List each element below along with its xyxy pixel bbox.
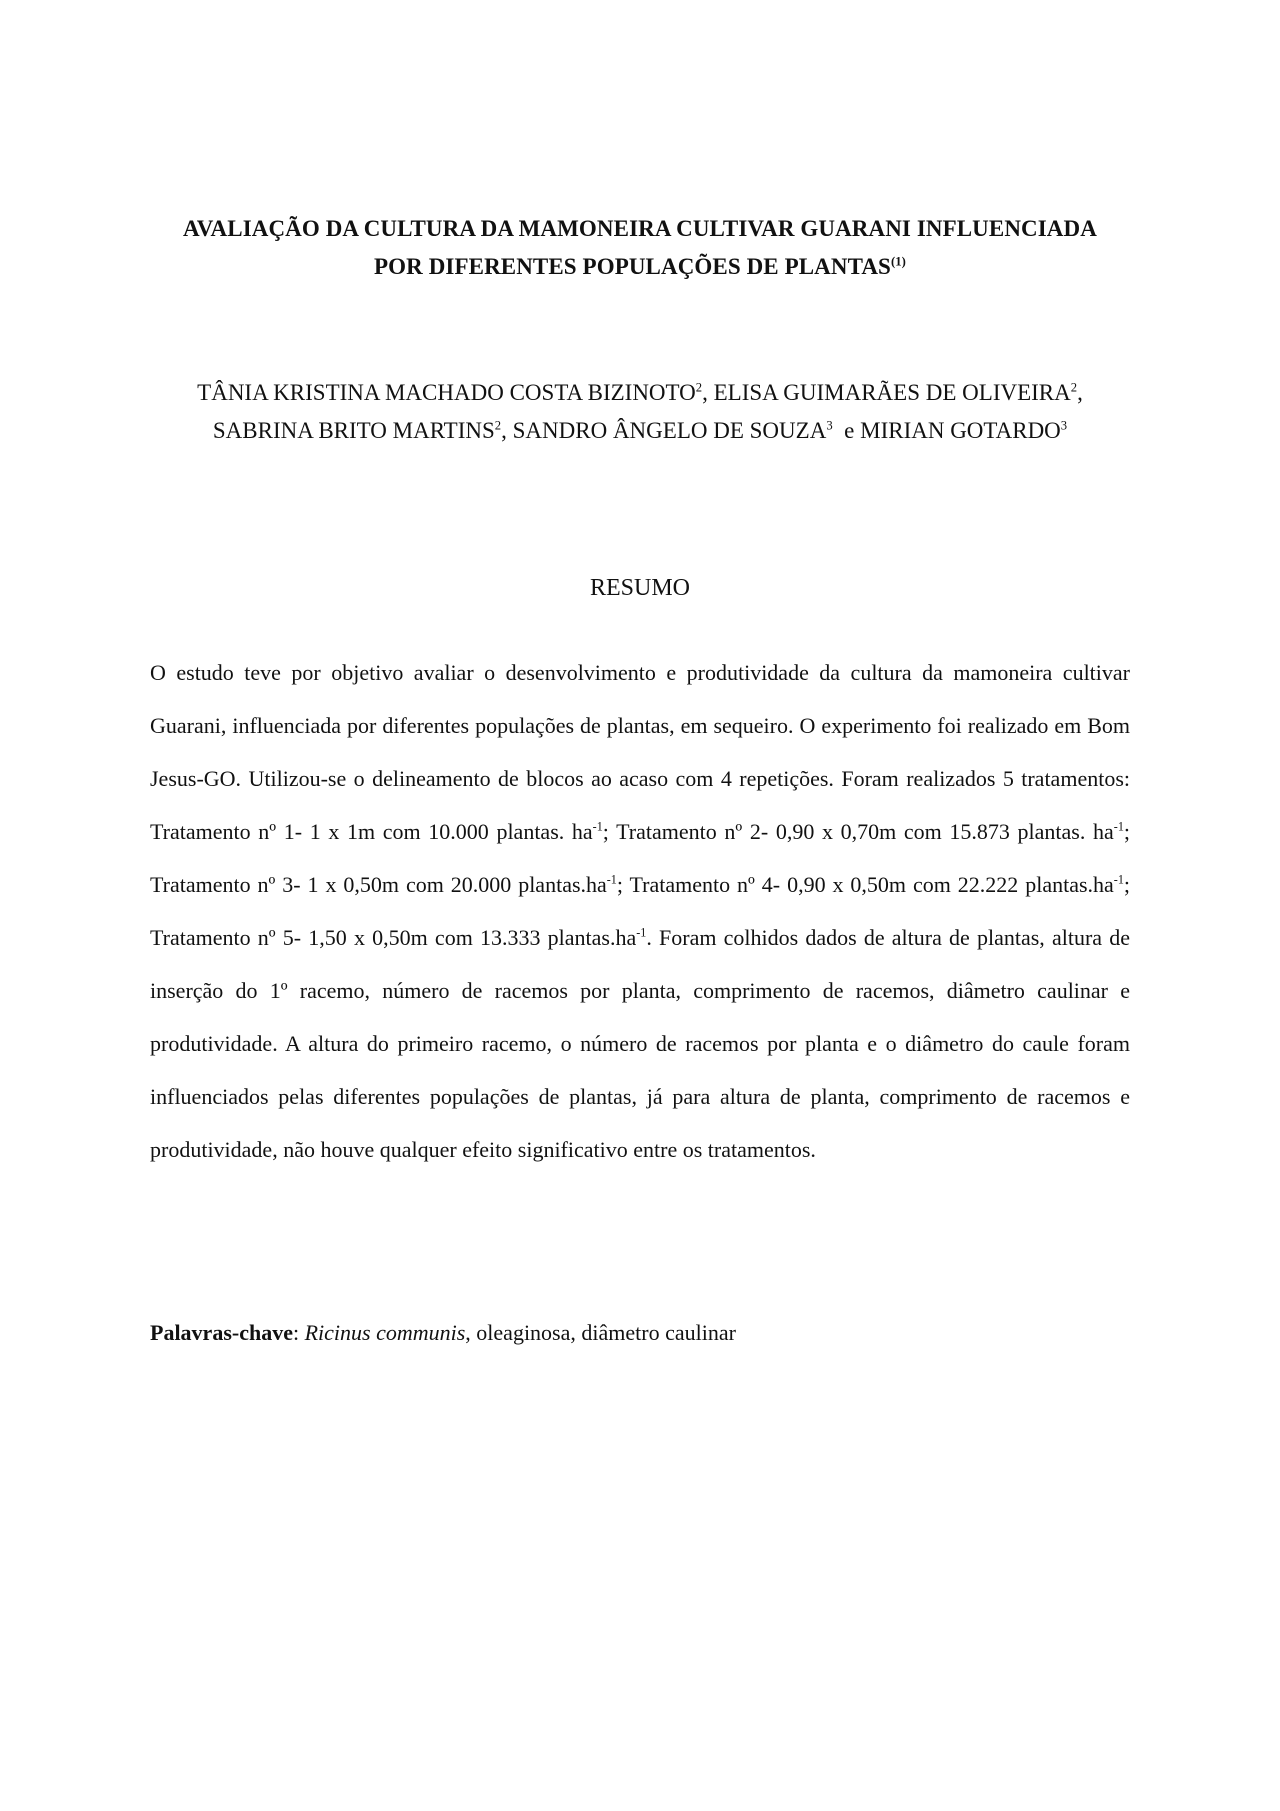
unit-exponent: -1 — [636, 925, 647, 940]
author-separator: , — [1077, 380, 1083, 405]
author-name: e MIRIAN GOTARDO — [832, 418, 1061, 443]
title-line-2: POR DIFERENTES POPULAÇÕES DE PLANTAS — [374, 254, 891, 279]
section-heading-resumo: RESUMO — [589, 575, 691, 601]
author-affiliation-mark: 3 — [826, 418, 833, 433]
abstract-text: ; Tratamento nº 2- 0,90 x 0,70m com 15.873 plantas. ha — [602, 819, 1114, 844]
unit-exponent: -1 — [1113, 872, 1124, 887]
keywords-separator: : — [292, 1320, 305, 1345]
author-name: TÂNIA KRISTINA MACHADO COSTA BIZINOTO — [197, 380, 696, 405]
abstract-text: ; Tratamento nº 5- 1,50 x 0,50m com 13.333 plantas.ha — [150, 872, 1130, 950]
author-affiliation-mark: 2 — [1070, 380, 1078, 395]
author-affiliation-mark: 2 — [695, 380, 703, 395]
keywords-rest: , oleaginosa, diâmetro caulinar — [465, 1320, 736, 1345]
keywords-line — [150, 1318, 1130, 1348]
abstract-text: O estudo teve por objetivo avaliar o desenvolvimento e produtividade da cultura da mamoneira cultivar Guarani, influenciada por diferentes populações de plantas, em sequeiro. O experimento foi realizado em Bom Jesus-GO. Utilizou-se o delineamento de blocos ao acaso com 4 repetições. Foram realizados 5 tratamentos: Tratamento nº 1- 1 x 1m com 10.000 plantas. ha — [150, 660, 1130, 844]
author-name: SABRINA BRITO MARTINS — [212, 418, 495, 443]
title-footnote-mark: (1) — [890, 254, 906, 269]
abstract-text: ; Tratamento nº 3- 1 x 0,50m com 20.000 plantas.ha — [150, 819, 1130, 897]
keywords-label: Palavras-chave — [150, 1320, 293, 1345]
abstract-text: . Foram colhidos dados de altura de plantas, altura de inserção do 1º racemo, número de racemos por planta, comprimento de racemos, diâmetro caulinar e produtividade. A altura do primeiro racemo, o número de racemos por planta e o diâmetro do caule foram influenciados pelas diferentes populações de plantas, já para altura de planta, comprimento de racemos e produtividade, não houve qualquer efeito significativo entre os tratamentos. — [150, 925, 1130, 1162]
author-list — [150, 374, 1130, 450]
abstract-text: ; Tratamento nº 4- 0,90 x 0,50m com 22.222 plantas.ha — [616, 872, 1114, 897]
author-affiliation-mark: 3 — [1060, 418, 1068, 433]
unit-exponent: -1 — [1113, 819, 1124, 834]
abstract-paragraph — [150, 646, 1130, 1176]
author-affiliation-mark: 2 — [494, 418, 502, 433]
title-line-1: AVALIAÇÃO DA CULTURA DA MAMONEIRA CULTIVAR GUARANI INFLUENCIADA — [183, 216, 1097, 241]
author-name: , SANDRO ÂNGELO DE SOUZA — [501, 418, 827, 443]
unit-exponent: -1 — [606, 872, 617, 887]
unit-exponent: -1 — [592, 819, 603, 834]
author-name: , ELISA GUIMARÃES DE OLIVEIRA — [702, 380, 1071, 405]
keyword-scientific-name: Ricinus communis — [304, 1320, 466, 1345]
paper-title — [150, 210, 1130, 286]
